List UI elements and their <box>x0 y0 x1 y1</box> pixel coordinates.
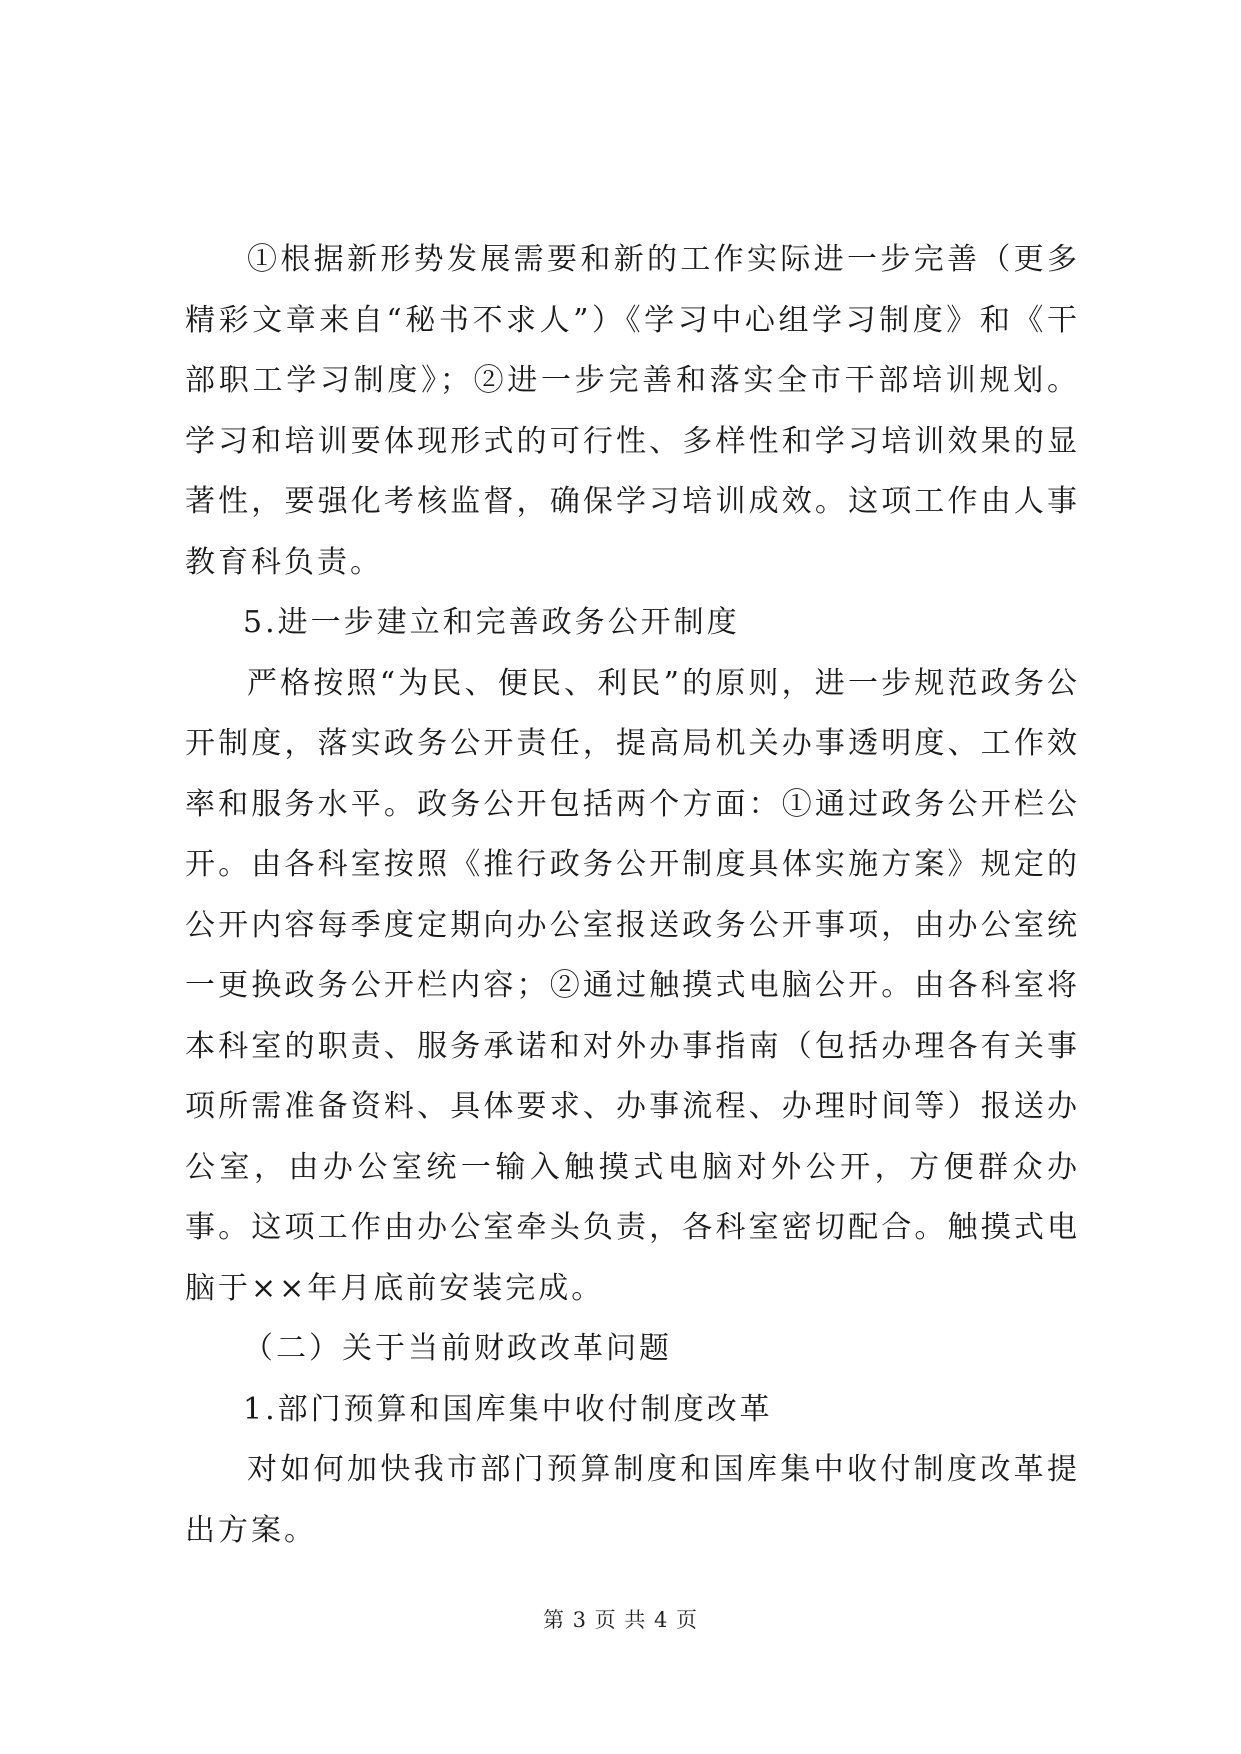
page-number-footer: 第 3 页 共 4 页 <box>542 1608 699 1632</box>
paragraph-learning-system: ①根据新形势发展需要和新的工作实际进一步完善（更多精彩文章来自“秘书不求人”）《学习中心组学习制度》和《干部职工学习制度》；②进一步完善和落实全市干部培训规划。学习和培训要体现形式的可行性、多样性和学习培训效果的显著性，要强化考核监督，确保学习培训成效。这项工作由人事教育科负责。 <box>185 242 1080 580</box>
section-heading-budget-reform: 1.部门预算和国库集中收付制度改革 <box>243 1391 773 1427</box>
section-heading-government-affairs: 5.进一步建立和完善政务公开制度 <box>243 605 740 640</box>
document-body <box>185 230 1080 1561</box>
section-heading-finance-reform: （二）关于当前财政改革问题 <box>243 1331 672 1366</box>
paragraph-budget-reform: 对如何加快我市部门预算制度和国库集中收付制度改革提出方案。 <box>185 1452 1080 1548</box>
paragraph-government-affairs: 严格按照“为民、便民、利民”的原则，进一步规范政务公开制度，落实政务公开责任，提高局机关办事透明度、工作效率和服务水平。政务公开包括两个方面：①通过政务公开栏公开。由各科室按照《推行政务公开制度具体实施方案》规定的公开内容每季度定期向办公室报送政务公开事项，由办公室统一更换政务公开栏内容；②通过触摸式电脑公开。由各科室将本科室的职责、服务承诺和对外办事指南（包括办理各有关事项所需准备资料、具体要求、办事流程、办理时间等）报送办公室，由办公室统一输入触摸式电脑对外公开，方便群众办事。这项工作由办公室牵头负责，各科室密切配合。触摸式电脑于××年月底前安装完成。 <box>185 665 1080 1306</box>
